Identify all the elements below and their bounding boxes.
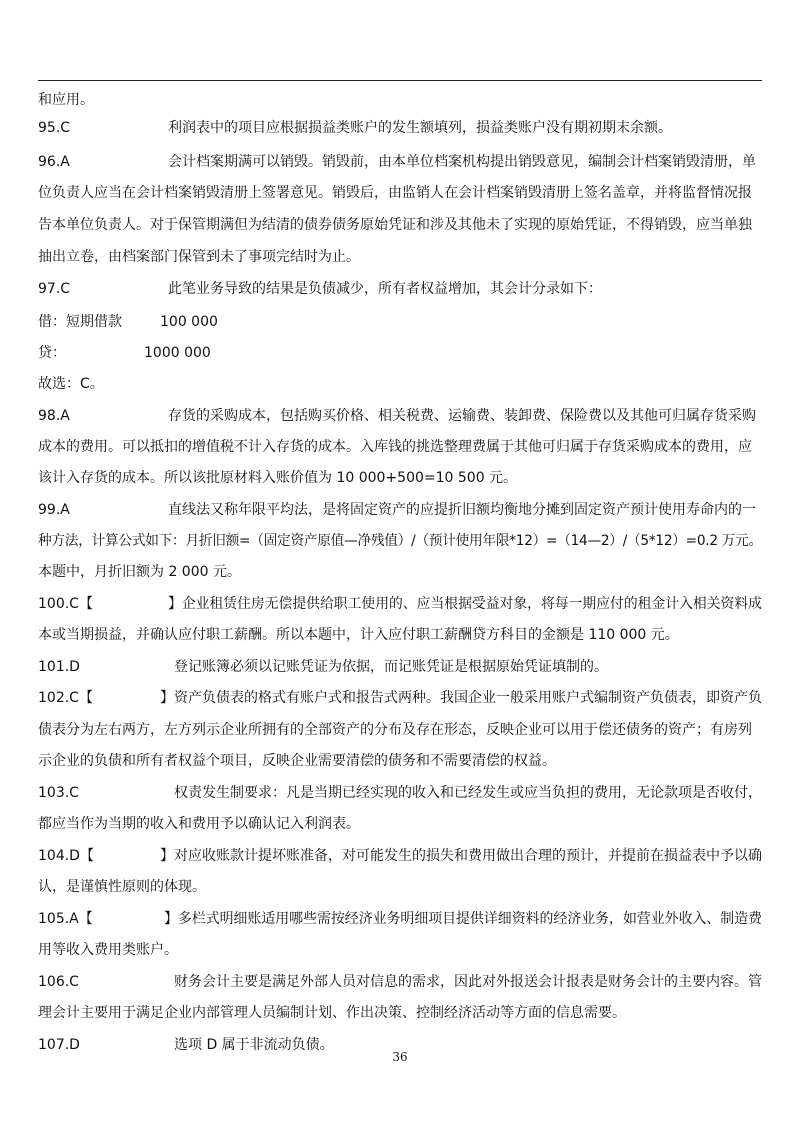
- answer-label: 97.C: [38, 281, 71, 297]
- answer-label: 103.C: [38, 785, 79, 801]
- answer-line-101: [38, 657, 608, 677]
- answer-explanation: 】企业租赁住房无偿提供给职工使用的、应当根据受益对象，将每一期应付的租金计入相关资料成: [168, 596, 762, 612]
- answer-explanation: 存货的采购成本，包括购买价格、相关税费、运输费、装卸费、保险费以及其他可归属存货采购: [168, 408, 756, 424]
- answer-line-103: [38, 783, 762, 803]
- line-text: 该计入存货的成本。所以该批原材料入账价值为 10 000+500=10 500 元。: [38, 470, 518, 486]
- line-text: 认，是谨慎性原则的体现。: [38, 879, 206, 895]
- answer-line-97: [38, 279, 602, 299]
- text-line: [38, 751, 556, 771]
- answer-label: 107.D: [38, 1037, 80, 1053]
- answer-label: 98.A: [38, 408, 70, 424]
- debit-account: 借：短期借款: [38, 314, 122, 330]
- line-text: 抽出立卷，由档案部门保管到未了事项完结时为止。: [38, 249, 360, 265]
- answer-label: 106.C: [38, 974, 79, 990]
- text-line: [38, 625, 679, 645]
- answer-line-96: [38, 152, 756, 172]
- line-text: 成本的费用。可以抵扣的增值税不计入存货的成本。入库钱的挑选整理费属于其他可归属于存货采购成本的费用，应: [38, 439, 752, 455]
- line-text: 理会计主要用于满足企业内部管理人员编制计划、作出决策、控制经济活动等方面的信息需要。: [38, 1005, 626, 1021]
- text-line: [38, 814, 360, 834]
- line-text: 用等收入费用类账户。: [38, 942, 178, 958]
- text-line: [38, 720, 752, 740]
- answer-label: 95.C: [38, 120, 71, 136]
- text-line: [38, 531, 778, 551]
- answer-line-104: [38, 846, 762, 866]
- answer-explanation: 登记账簿必须以记账凭证为依据，而记账凭证是根据原始凭证填制的。: [174, 659, 608, 675]
- answer-line-105: [38, 909, 763, 929]
- answer-explanation: 】多栏式明细账适用哪些需按经济业务明细项目提供详细资料的经济业务，如营业外收入、制造费: [164, 911, 763, 927]
- answer-explanation: 】资产负债表的格式有账户式和报告式两种。我国企业一般采用账户式编制资产负债表，即资产负: [160, 690, 762, 706]
- text-line: [38, 468, 517, 488]
- answer-label: 104.D【: [38, 848, 94, 864]
- text-line: [38, 877, 206, 897]
- answer-explanation: 】对应收账款计提坏账准备，对可能发生的损失和费用做出合理的预计，并提前在损益表中予以确: [160, 848, 762, 864]
- answer-label: 99.A: [38, 502, 70, 518]
- text-line: [38, 374, 104, 394]
- debit-amount: 100 000: [160, 314, 218, 330]
- answer-line-102: [38, 688, 762, 708]
- answer-line-106: [38, 972, 762, 992]
- header-rule: [38, 80, 762, 81]
- line-text: 告本单位负责人。对于保管期满但为结清的债券债务原始凭证和涉及其他未了实现的原始凭证，不得销毁，应当单独: [38, 217, 752, 233]
- text-line: [38, 183, 752, 203]
- answer-line-100: [38, 594, 762, 614]
- page-number: 36: [392, 1050, 408, 1064]
- answer-explanation: 此笔业务导致的结果是负债减少，所有者权益增加，其会计分录如下：: [168, 281, 602, 297]
- text-line: [38, 90, 94, 110]
- line-text: 故选：C。: [38, 376, 104, 392]
- line-text: 债表分为左右两方，左方列示企业所拥有的全部资产的分布及存在形态，反映企业可以用于偿还债务的资产；有房列: [38, 722, 752, 738]
- line-text: 本或当期损益，并确认应付职工薪酬。所以本题中，计入应付职工薪酬贷方科目的金额是 110 000 元。: [38, 627, 679, 643]
- line-text: 种方法，计算公式如下：月折旧额=（固定资产原值—净残值）/（预计使用年限*12）=（14—2）/（5*12）=0.2 万元。: [38, 533, 763, 549]
- text-line: [38, 562, 241, 582]
- answer-line-95: [38, 118, 672, 138]
- line-text: 本题中，月折旧额为 2 000 元。: [38, 564, 241, 580]
- answer-explanation: 选项 D 属于非流动负债。: [174, 1037, 334, 1053]
- answer-label: 101.D: [38, 659, 80, 675]
- answer-label: 102.C【: [38, 690, 93, 706]
- text-line: [38, 215, 752, 235]
- text-line: [38, 940, 178, 960]
- line-text: 和应用。: [38, 92, 94, 108]
- answer-line-98: [38, 406, 756, 426]
- line-text: 示企业的负债和所有者权益个项目，反映企业需要清偿的债务和不需要清偿的权益。: [38, 753, 556, 769]
- answer-label: 96.A: [38, 154, 70, 170]
- answer-label: 100.C【: [38, 596, 93, 612]
- answer-explanation: 会计档案期满可以销毁。销毁前，由本单位档案机构提出销毁意见，编制会计档案销毁清册，单: [168, 154, 756, 170]
- line-text: 位负责人应当在会计档案销毁清册上签署意见。销毁后，由监销人在会计档案销毁清册上签名盖章，并将监督情况报: [38, 185, 752, 201]
- journal-credit-line: [38, 343, 211, 363]
- text-line: [38, 1003, 626, 1023]
- answer-explanation: 利润表中的项目应根据损益类账户的发生额填列，损益类账户没有期初期末余额。: [168, 120, 672, 136]
- answer-explanation: 财务会计主要是满足外部人员对信息的需求，因此对外报送会计报表是财务会计的主要内容。管: [174, 974, 762, 990]
- credit-amount: 1000 000: [144, 345, 211, 361]
- answer-label: 105.A【: [38, 911, 93, 927]
- answer-line-99: [38, 500, 756, 520]
- credit-label: 贷：: [38, 345, 66, 361]
- journal-debit-line: [38, 312, 218, 332]
- answer-explanation: 直线法又称年限平均法，是将固定资产的应提折旧额均衡地分摊到固定资产预计使用寿命内的一: [168, 502, 756, 518]
- text-line: [38, 437, 752, 457]
- line-text: 都应当作为当期的收入和费用予以确认记入利润表。: [38, 816, 360, 832]
- text-line: [38, 247, 360, 267]
- answer-explanation: 权责发生制要求：凡是当期已经实现的收入和已经发生或应当负担的费用，无论款项是否收付，: [174, 785, 762, 801]
